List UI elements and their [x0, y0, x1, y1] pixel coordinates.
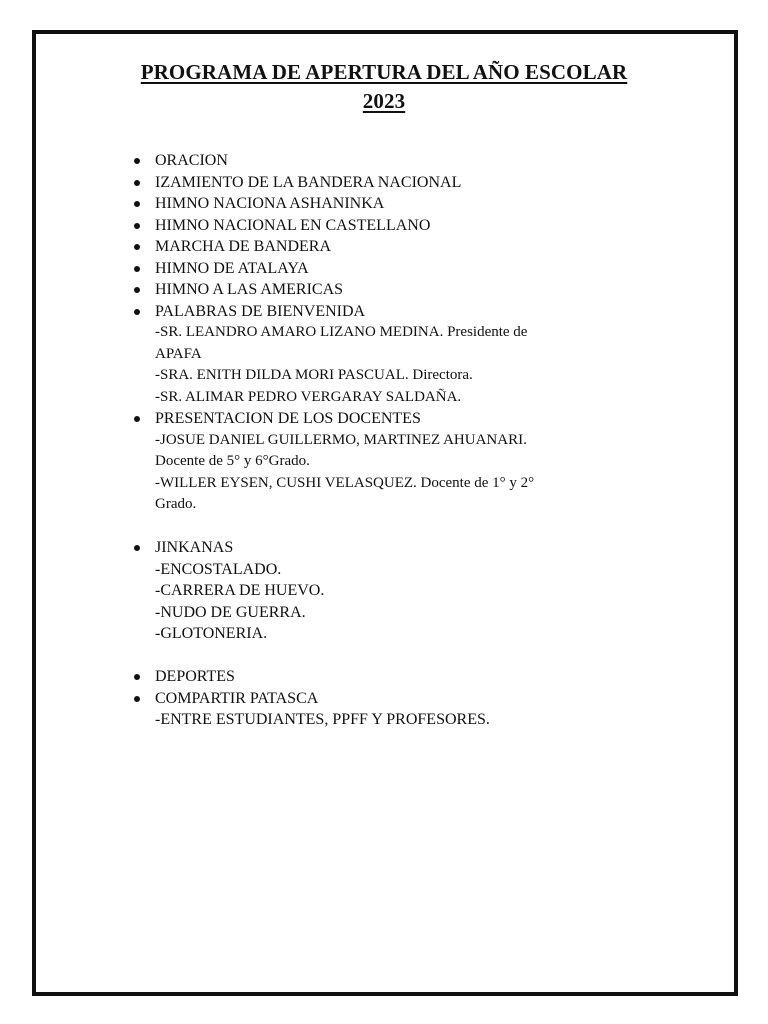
bullet-icon: [134, 180, 140, 186]
bullet-icon: [134, 287, 140, 293]
list-item: [126, 236, 626, 258]
item-label: HIMNO DE ATALAYA: [155, 259, 309, 277]
item-detail: -ENCOSTALADO.: [155, 560, 282, 578]
bullet-icon: [134, 416, 140, 422]
item-detail: -NUDO DE GUERRA.: [155, 603, 306, 621]
bullet-icon: [134, 545, 140, 551]
item-label: PALABRAS DE BIENVENIDA: [155, 302, 366, 320]
list-item: [126, 666, 626, 688]
list-item: [126, 150, 626, 172]
bullet-icon: [134, 158, 140, 164]
list-item: [126, 193, 626, 215]
item-detail: APAFA: [155, 345, 202, 362]
list-item: [126, 279, 626, 301]
list-item: [126, 172, 626, 194]
bullet-icon: [134, 201, 140, 207]
item-label: IZAMIENTO DE LA BANDERA NACIONAL: [155, 173, 462, 191]
title-line-2: 2023: [362, 89, 406, 113]
bullet-icon: [134, 223, 140, 229]
bullet-icon: [134, 309, 140, 315]
bullet-icon: [134, 266, 140, 272]
item-detail: -GLOTONERIA.: [155, 625, 268, 642]
item-detail: -SRA. ENITH DILDA MORI PASCUAL. Directora.: [155, 367, 473, 383]
item-detail: -CARRERA DE HUEVO.: [155, 582, 325, 599]
document-title: [0, 58, 768, 116]
item-detail: -JOSUE DANIEL GUILLERMO, MARTINEZ AHUANARI.: [155, 431, 527, 448]
program-list: [126, 150, 626, 731]
list-item: [126, 215, 626, 237]
item-label: JINKANAS: [155, 539, 234, 556]
item-detail: -ENTRE ESTUDIANTES, PPFF Y PROFESORES.: [155, 711, 490, 728]
list-item: [126, 258, 626, 280]
title-line-1: PROGRAMA DE APERTURA DEL AÑO ESCOLAR: [140, 60, 628, 84]
item-detail: -WILLER EYSEN, CUSHI VELASQUEZ. Docente de 1° y 2°: [155, 474, 535, 491]
item-label: PRESENTACION DE LOS DOCENTES: [155, 410, 421, 427]
list-item: [126, 301, 626, 409]
item-detail: -SR. LEANDRO AMARO LIZANO MEDINA. Presidente de: [155, 324, 528, 340]
item-detail: Docente de 5° y 6°Grado.: [155, 453, 310, 469]
bullet-icon: [134, 696, 140, 702]
list-item: [126, 688, 626, 731]
item-label: HIMNO NACIONAL EN CASTELLANO: [155, 216, 431, 234]
item-label: COMPARTIR PATASCA: [155, 689, 319, 707]
item-label: HIMNO A LAS AMERICAS: [155, 281, 344, 298]
item-label: ORACION: [155, 152, 228, 169]
item-detail: -SR. ALIMAR PEDRO VERGARAY SALDAÑA.: [155, 388, 462, 405]
item-label: MARCHA DE BANDERA: [155, 238, 332, 255]
item-label: HIMNO NACIONA ASHANINKA: [155, 195, 385, 212]
item-detail: Grado.: [155, 496, 197, 512]
bullet-icon: [134, 674, 140, 680]
list-item: [126, 537, 626, 645]
item-label: DEPORTES: [155, 668, 235, 685]
list-item: [126, 408, 626, 516]
bullet-icon: [134, 244, 140, 250]
